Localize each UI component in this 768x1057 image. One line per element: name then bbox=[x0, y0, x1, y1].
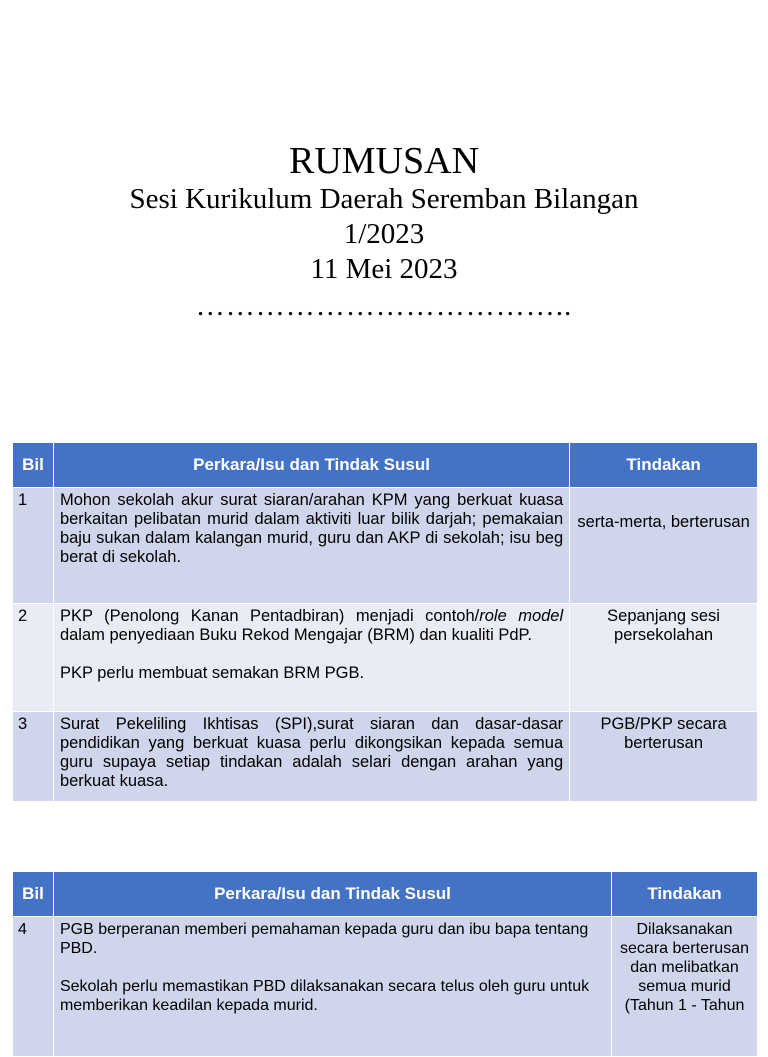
rumusan-table-1 bbox=[12, 442, 758, 802]
row-tindakan: Dilaksanakan secara berterusan dan melibatkan semua murid (Tahun 1 - Tahun bbox=[612, 917, 758, 1057]
dotted-divider: ……………………………….. bbox=[195, 290, 573, 322]
session-subtitle: Sesi Kurikulum Daerah Seremban Bilangan bbox=[129, 183, 639, 215]
row-isu-paragraph-2: PKP perlu membuat semakan BRM PGB. bbox=[59, 664, 365, 682]
row-isu-text-b: dalam penyediaan Buku Rekod Mengajar (BRM) dan kualiti PdP. bbox=[59, 626, 532, 644]
row-isu-text-a: PKP (Penolong Kanan Pentadbiran) menjadi contoh/ bbox=[59, 607, 480, 625]
table-row bbox=[13, 604, 758, 712]
row-isu: Surat Pekeliling Ikhtisas (SPI),surat siaran dan dasar-dasar pendidikan yang berkuat kuasa perlu dikongsikan kepada semua guru supaya setiap tindakan adalah selari dengan arahan yang berkuat kuasa. bbox=[53, 712, 569, 802]
row-isu-paragraph-2: Sekolah perlu memastikan PBD dilaksanakan secara telus oleh guru untuk memberikan keadilan kepada murid. bbox=[59, 978, 590, 1014]
page-title: RUMUSAN bbox=[288, 140, 480, 182]
row-isu bbox=[53, 917, 611, 1057]
header-bil: Bil bbox=[13, 443, 54, 488]
row-bil: 1 bbox=[13, 488, 54, 604]
row-isu-italic: role model bbox=[479, 607, 564, 625]
row-tindakan: Sepanjang sesi persekolahan bbox=[570, 604, 758, 712]
header-tindakan: Tindakan bbox=[570, 443, 758, 488]
header-perkara: Perkara/Isu dan Tindak Susul bbox=[53, 443, 569, 488]
header-perkara: Perkara/Isu dan Tindak Susul bbox=[53, 872, 611, 917]
row-bil: 3 bbox=[13, 712, 54, 802]
row-tindakan: serta-merta, berterusan bbox=[570, 488, 758, 604]
header-tindakan: Tindakan bbox=[612, 872, 758, 917]
title-block bbox=[0, 140, 768, 321]
row-tindakan: PGB/PKP secara berterusan bbox=[570, 712, 758, 802]
header-bil: Bil bbox=[13, 872, 54, 917]
table-row bbox=[13, 917, 758, 1057]
table-row bbox=[13, 712, 758, 802]
row-isu bbox=[53, 604, 569, 712]
session-date: 11 Mei 2023 bbox=[310, 253, 458, 285]
row-bil: 4 bbox=[13, 917, 54, 1057]
table-row bbox=[13, 488, 758, 604]
row-bil: 2 bbox=[13, 604, 54, 712]
table-header-row bbox=[13, 443, 758, 488]
rumusan-table-2 bbox=[12, 871, 758, 1057]
row-isu-paragraph-1: PGB berperanan memberi pemahaman kepada guru dan ibu bapa tentang PBD. bbox=[59, 921, 589, 957]
table-header-row bbox=[13, 872, 758, 917]
session-number: 1/2023 bbox=[343, 218, 425, 250]
row-isu: Mohon sekolah akur surat siaran/arahan KPM yang berkuat kuasa berkaitan pelibatan murid dalam aktiviti luar bilik darjah; pemakaian baju sukan dalam kalangan murid, guru dan AKP di sekolah; isu beg berat di sekolah. bbox=[53, 488, 569, 604]
